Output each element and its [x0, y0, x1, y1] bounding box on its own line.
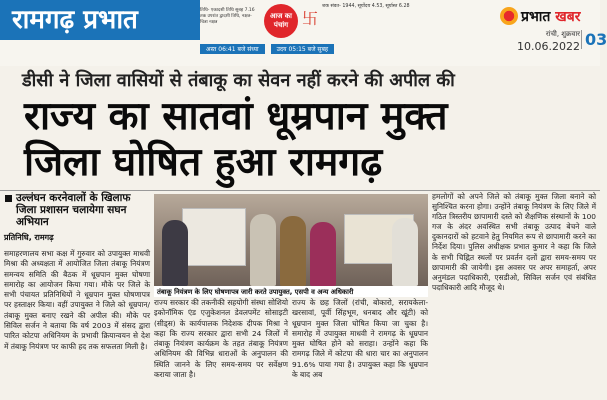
column-text-3: राज्य के छह जिलों (रांची, बोकारो, सरायकेला-खरसावां, पूर्वी सिंहभूम, धनबाद और खूंटी) को धूम्रपान मुक्त जिला घोषित किया जा चुका है। समारोह में उपायुक्त माधवी ने रामगढ़ के धूम्रपान मुक्त घोषित होने को सराहा। उन्होंने कहा कि रामगढ़ जिले में कोटपा की धारा चार का अनुपालन 91.6% पाया गया है। उपायुक्त कहा कि धूम्रपान के बाद अब	[292, 298, 428, 380]
page-number: 03	[581, 30, 607, 49]
person-figure	[392, 218, 418, 286]
panchang-text: तिथि- एकादशी तिथि सुबह 7.16 तक उपरांत द्वादशी तिथि, नक्षत्र- चित्रा नक्षत्र	[200, 8, 255, 25]
sunset-time: अस्त 06:41 बजे संध्या	[200, 44, 265, 54]
reporter-credit: प्रतिनिधि, रामगढ़	[4, 233, 54, 242]
person-figure	[310, 222, 336, 286]
issue-date: 10.06.2022	[517, 40, 580, 53]
logo-word-khabar: खबर	[555, 8, 581, 25]
sunrise-time: उदय 05:15 बजे सुबह	[271, 44, 335, 54]
divider	[0, 190, 600, 191]
main-headline-line1: राज्य का सातवां धूम्रपान मुक्त	[24, 94, 448, 139]
news-photo	[154, 194, 428, 286]
dateline: रांची, शुक्रवार	[545, 30, 580, 38]
swastik-icon: 卐	[302, 9, 319, 28]
edition-name: रामगढ़ प्रभात	[0, 0, 200, 40]
sub-headline: उल्लंघन करनेवालों के खिलाफ जिला प्रशासन चलायेगा सघन अभियान	[4, 192, 150, 228]
column-text-1: समाहरणालय सभा कक्ष में गुरुवार को उपायुक्त माधवी मिश्रा की अध्यक्षता में आयोजित जिला तंबाकू नियंत्रण समन्वय समिति की बैठक में धूम्रपान मुक्त घोषणा समारोह का आयोजन किया गया। मौके पर जिले के सभी पंचायत प्रतिनिधियों ने धूम्रपान मुक्त घोषणापत्र पर हस्ताक्षर किया। वहीं उपायुक्त ने जिले को धूम्रपान/तंबाकू मुक्त बनाए रखने की अपील की। मौके पर सिविल सर्जन ने बताया कि वर्ष 2003 में संसद द्वारा पारित कोटपा अधिनियम के प्रभावी क्रियान्वयन से देश में तंबाकू नियंत्रण पर काफी हद तक सफलता मिली है।	[4, 249, 150, 351]
column-text-4: हमलोगों को अपने जिले को तंबाकू मुक्त जिला बनाने को सुनिश्चित करना होगा। उन्होंने तंबाकू नियंत्रण के लिए जिले में गठित त्रिस्तरीय छापामारी दस्ते को शैक्षणिक संस्थानों के 100 गज के अंदर अवस्थित सभी तंबाकू उत्पाद बेचने वाले दुकानदारों को हटवाने हेतु नियमित रूप से छापामारी करने का निर्देश दिया। पुलिस अधीक्षक प्रभात कुमार ने कहा कि जिले के सभी चिह्नित स्थलों पर प्रवर्तन दलों द्वारा समय-समय पर छापामारी की जायेगी। इस अवसर पर अपर समाहर्ता, अपर अनुमंडल पदाधिकारी, एसडीओ, सिविल सर्जन एवं संबंधित पदाधिकारी आदि मौजूद थे।	[432, 192, 596, 292]
person-figure	[250, 214, 276, 286]
poster-banner	[182, 208, 246, 266]
column-text-2: राज्य सरकार की तकनीकी सहयोगी संस्था सोशियो इकोनॉमिक एंड एजुकेशनल डेवलपमेंट सोसाइटी (सीड्स) के कार्यपालक निदेशक दीपक मिश्रा ने कहा कि राज्य सरकार द्वारा सभी 24 जिलों में तंबाकू नियंत्रण कार्यक्रम के तहत तंबाकू नियंत्रण अधिनियम की विभिन्न धाराओं के अनुपालन की स्थिति जानने के लिए समय-समय पर सर्वेक्षण कराया जाता है।	[154, 298, 288, 380]
left-column	[4, 192, 150, 400]
kicker-headline: डीसी ने जिला वासियों से तंबाकू का सेवन नहीं करने की अपील की	[22, 70, 455, 91]
person-figure	[162, 220, 188, 286]
logo-word-prabhat: प्रभात	[521, 8, 551, 25]
weather-text: शक संवत- 1944, सूर्योदय 4.53, सूर्यास्त 6.28	[322, 4, 410, 9]
masthead	[0, 0, 607, 66]
aaj-ka-panchang-badge: आज का पंचांग	[264, 4, 298, 38]
sun-logo-icon	[500, 7, 518, 25]
photo-caption: तंबाकू नियंत्रण के लिए घोषणापत्र जारी करते उपायुक्त, एसपी व अन्य अधिकारी	[154, 286, 428, 297]
sun-times-bar	[200, 44, 480, 54]
main-headline-line2: जिला घोषित हुआ रामगढ़	[24, 140, 383, 185]
person-figure	[280, 216, 306, 286]
prabhat-khabar-logo	[500, 4, 596, 28]
